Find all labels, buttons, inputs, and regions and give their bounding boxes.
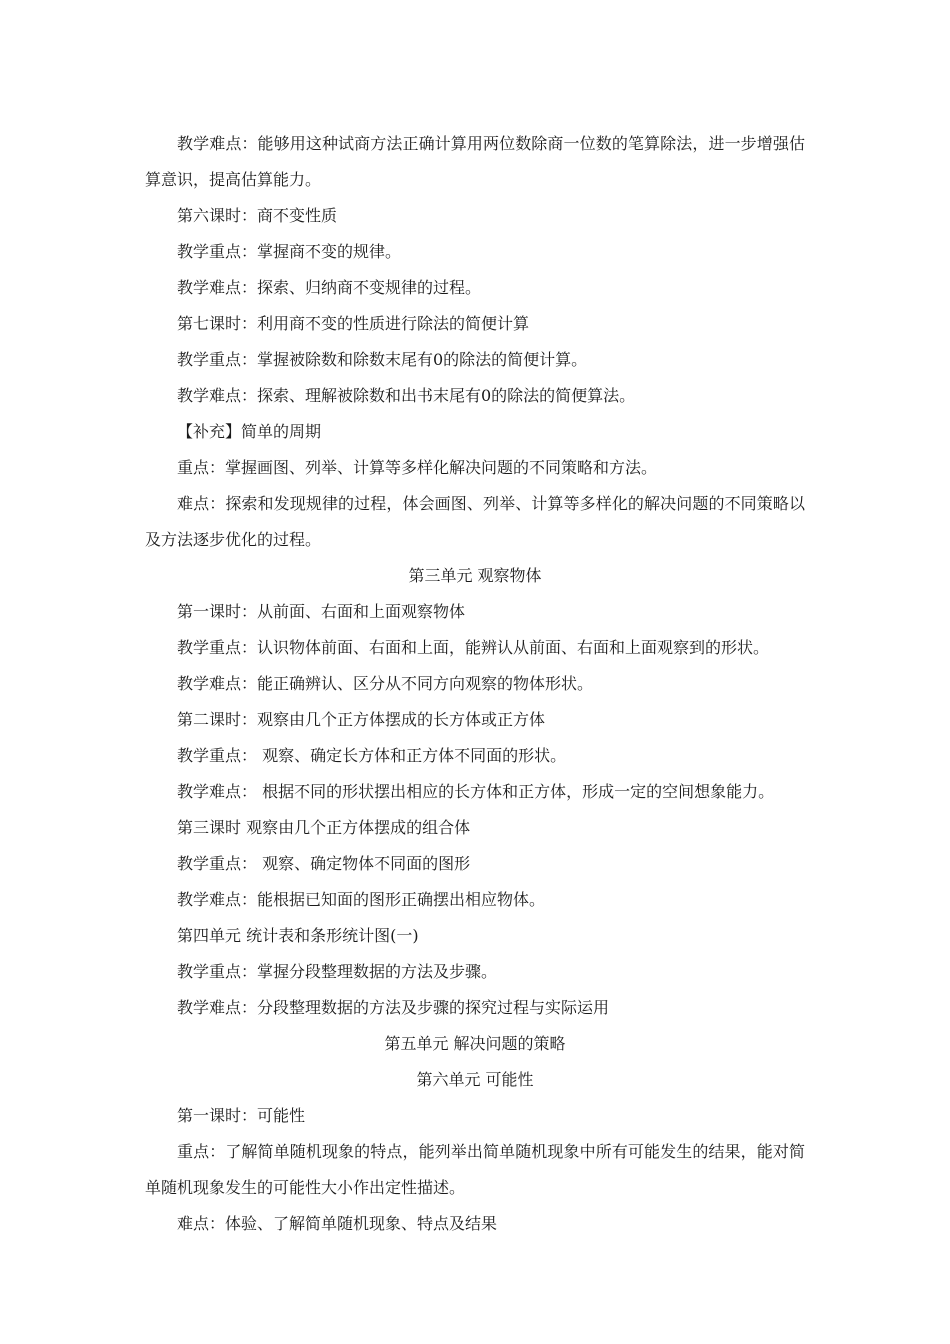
paragraph-difficulty: 教学难点：能正确辨认、区分从不同方向观察的物体形状。	[177, 674, 594, 693]
heading-unit6-lesson-1: 第一课时：可能性	[177, 1106, 306, 1125]
paragraph-key-point: 重点：掌握画图、列举、计算等多样化解决问题的不同策略和方法。	[177, 458, 658, 477]
paragraph-key-point: 教学重点：认识物体前面、右面和上面，能辨认从前面、右面和上面观察到的形状。	[177, 638, 770, 657]
paragraph-difficulty-trial-quotient: 教学难点：能够用这种试商方法正确计算用两位数除商一位数的笔算除法，进一步增强估算意识，提高估算能力。	[145, 134, 805, 189]
heading-unit-5: 第五单元 解决问题的策略	[384, 1034, 566, 1053]
heading-unit-3: 第三单元 观察物体	[408, 566, 542, 585]
paragraph-difficulty: 教学难点：探索、理解被除数和出书末尾有0的除法的简便算法。	[177, 386, 636, 405]
paragraph-key-point: 教学重点：掌握被除数和除数末尾有0的除法的简便计算。	[177, 350, 588, 369]
heading-unit3-lesson-1: 第一课时：从前面、右面和上面观察物体	[177, 602, 466, 621]
paragraph-key-point: 重点：了解简单随机现象的特点，能列举出简单随机现象中所有可能发生的结果，能对简单随机现象发生的可能性大小作出定性描述。	[145, 1142, 805, 1197]
paragraph-key-point: 教学重点： 观察、确定长方体和正方体不同面的形状。	[177, 746, 567, 765]
heading-lesson-6: 第六课时：商不变性质	[177, 206, 338, 225]
document-body	[145, 126, 805, 1242]
heading-unit3-lesson-2: 第二课时：观察由几个正方体摆成的长方体或正方体	[177, 710, 546, 729]
heading-unit-4: 第四单元 统计表和条形统计图(一)	[177, 926, 419, 945]
heading-unit-6: 第六单元 可能性	[416, 1070, 534, 1089]
paragraph-key-point: 教学重点：掌握分段整理数据的方法及步骤。	[177, 962, 498, 981]
paragraph-difficulty: 教学难点：探索、归纳商不变规律的过程。	[177, 278, 482, 297]
paragraph-difficulty: 教学难点： 根据不同的形状摆出相应的长方体和正方体，形成一定的空间想象能力。	[177, 782, 775, 801]
paragraph-difficulty: 教学难点：分段整理数据的方法及步骤的探究过程与实际运用	[177, 998, 610, 1017]
paragraph-difficulty: 难点：探索和发现规律的过程，体会画图、列举、计算等多样化的解决问题的不同策略以及方法逐步优化的过程。	[145, 494, 805, 549]
paragraph-difficulty: 难点：体验、了解简单随机现象、特点及结果	[177, 1214, 498, 1233]
paragraph-key-point: 教学重点：掌握商不变的规律。	[177, 242, 402, 261]
heading-lesson-7: 第七课时：利用商不变的性质进行除法的简便计算	[177, 314, 530, 333]
paragraph-key-point: 教学重点： 观察、确定物体不同面的图形	[177, 854, 471, 873]
heading-unit3-lesson-3: 第三课时 观察由几个正方体摆成的组合体	[177, 818, 471, 837]
paragraph-difficulty: 教学难点：能根据已知面的图形正确摆出相应物体。	[177, 890, 546, 909]
heading-supplement-period: 【补充】简单的周期	[177, 422, 322, 441]
